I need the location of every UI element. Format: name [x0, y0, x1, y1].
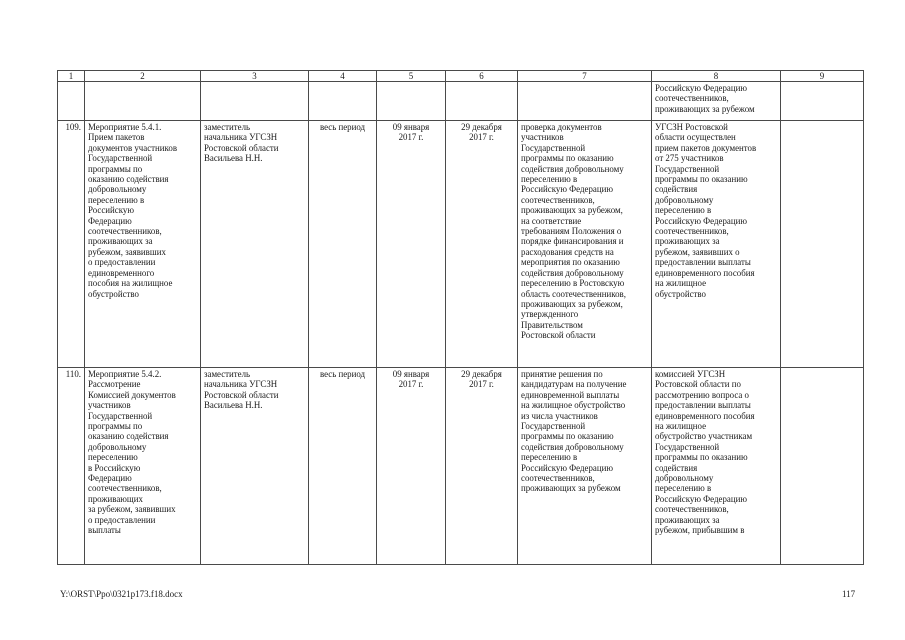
- responsible-cell: заместитель начальника УГСЗН Ростовской области Васильева Н.Н.: [201, 368, 309, 565]
- header-cell: 1: [58, 71, 85, 82]
- table-cell: [201, 82, 309, 121]
- table-cell: [377, 82, 446, 121]
- actual-result-cell: УГСЗН Ростовской области осуществлен прием пакетов документов от 275 участников Государственной программы по оказанию содействия добровольному переселению в Российскую Федерацию соотечественников, проживающих за рубежом, заявивших о предоставлении выплаты единовременного пособия на жилищное обустройство: [652, 121, 781, 368]
- end-date-cell: 29 декабря 2017 г.: [446, 121, 518, 368]
- notes-cell: [781, 368, 864, 565]
- header-cell: 7: [518, 71, 652, 82]
- responsible-cell: заместитель начальника УГСЗН Ростовской области Васильева Н.Н.: [201, 121, 309, 368]
- table-cell: [309, 82, 377, 121]
- header-cell: 9: [781, 71, 864, 82]
- document-path: Y:\ORST\Ppo\0321p173.f18.docx: [60, 589, 183, 599]
- actual-result-cell: комиссией УГСЗН Ростовской области по рассмотрению вопроса о предоставлении выплаты единовременного пособия на жилищное обустройство участникам Государственной программы по оказанию содействия добровольному переселению в Российскую Федерацию соотечественников, проживающих за рубежом, прибывшим в: [652, 368, 781, 565]
- row-number: 109.: [58, 121, 85, 368]
- plan-table: [57, 70, 864, 565]
- table-cell: [781, 82, 864, 121]
- table-cell: [446, 82, 518, 121]
- period-cell: весь период: [309, 121, 377, 368]
- start-date-cell: 09 января 2017 г.: [377, 121, 446, 368]
- notes-cell: [781, 121, 864, 368]
- event-cell: Мероприятие 5.4.1. Прием пакетов документов участников Государственной программы по оказанию содействия добровольному переселению в Российскую Федерацию соотечественников, проживающих за рубежом, заявивших о предоставлении единовременного пособия на жилищное обустройство: [85, 121, 201, 368]
- expected-result-cell: принятие решения по кандидатурам на получение единовременной выплаты на жилищное обустройство из числа участников Государственной программы по оказанию содействия добровольному переселению в Российскую Федерацию соотечественников, проживающих за рубежом: [518, 368, 652, 565]
- table-cell: [58, 82, 85, 121]
- column-number-row: [58, 71, 864, 82]
- table-row: [58, 121, 864, 368]
- header-cell: 3: [201, 71, 309, 82]
- row-number: 110.: [58, 368, 85, 565]
- end-date-cell: 29 декабря 2017 г.: [446, 368, 518, 565]
- period-cell: весь период: [309, 368, 377, 565]
- event-cell: Мероприятие 5.4.2. Рассмотрение Комиссией документов участников Государственной программы по оказанию содействия добровольному переселению в Российскую Федерацию соотечественников, проживающих за рубежом, заявивших о предоставлении выплаты: [85, 368, 201, 565]
- page-number: 117: [842, 589, 856, 599]
- start-date-cell: 09 января 2017 г.: [377, 368, 446, 565]
- table-row: [58, 368, 864, 565]
- header-cell: 4: [309, 71, 377, 82]
- header-cell: 8: [652, 71, 781, 82]
- expected-result-cell: проверка документов участников Государственной программы по оказанию содействия добровольному переселению в Российскую Федерацию соотечественников, проживающих за рубежом, на соответствие требованиям Положения о порядке финансирования и расходования средств на мероприятия по оказанию содействия добровольному переселению в Ростовскую область соотечественников, проживающих за рубежом, утвержденного Правительством Ростовской области: [518, 121, 652, 368]
- continuation-row: [58, 82, 864, 121]
- header-cell: 5: [377, 71, 446, 82]
- header-cell: 6: [446, 71, 518, 82]
- table-cell: [518, 82, 652, 121]
- table-cell: [85, 82, 201, 121]
- actual-result-cell: Российскую Федерацию соотечественников, проживающих за рубежом: [652, 82, 781, 121]
- header-cell: 2: [85, 71, 201, 82]
